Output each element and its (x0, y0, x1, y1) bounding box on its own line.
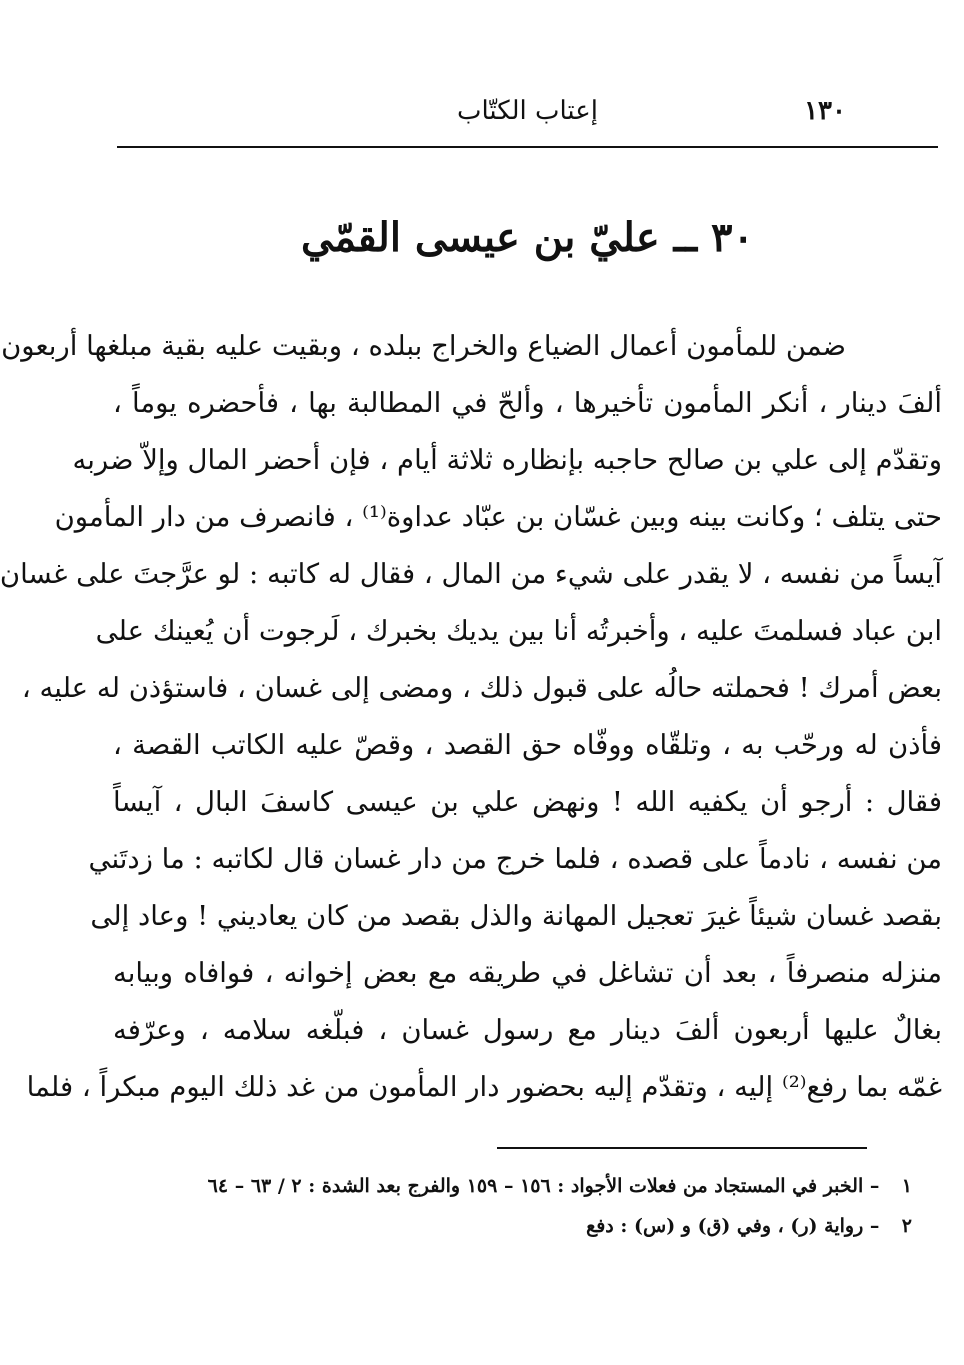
footnote-divider (497, 1147, 867, 1149)
footnote (113, 1206, 912, 1246)
page-number: ١٣٠ (804, 96, 846, 126)
footnote (113, 1166, 912, 1206)
body-line: غمّه بما رفع⁽²⁾ إليه ، وتقدّم إليه بحضور دار المأمون من غد ذلك اليوم مبكراً ، فلما (26, 1071, 942, 1103)
footnote-number: ١ (901, 1175, 912, 1197)
footnote-text: – رواية (ر) ، وفي (ق) و (س) : دفع (586, 1215, 880, 1237)
body-line: منزله منصرفاً ، بعد أن تشاغل في طريقه مع بعض إخوانه ، فوافاه وبيابه (113, 957, 942, 989)
body-line: حتى يتلف ؛ وكانت بينه وبين غسّان بن عبّاد عداوة⁽¹⁾ ، فانصرف من دار المأمون (54, 501, 942, 533)
body-line: ابن عباد فسلمتَ عليه ، وأخبرتُه أنا بين يديك بخبرك ، لَرجوت أن يُعينك على (95, 615, 942, 647)
footnotes (113, 1166, 912, 1246)
body-line: آيساً من نفسه ، لا يقدر على شيء من المال ، فقال له كاتبه : لو عرَّجتَ على غسان (0, 558, 942, 590)
body-line: من نفسه ، نادماً على قصده ، فلما خرج من دار غسان قال لكاتبه : ما زدتَني (88, 843, 942, 875)
body-line: بغالٌ عليها أربعون ألفَ دينار مع رسول غسان ، فبلّغه سلامه ، وعرّفه (113, 1014, 942, 1046)
body-line: بعض أمرك ! فحملته حالُه على قبول ذلك ، ومضى إلى غسان ، فاستؤذن له عليه ، (21, 672, 942, 704)
body-text (0, 318, 942, 1116)
body-line: بقصد غسان شيئاً غيرَ تعجيل المهانة والذل بقصد من كان يعاديني ! وعاد إلى (90, 900, 942, 932)
running-head (117, 92, 938, 136)
body-line: فقال : أرجو أن يكفيه الله ! ونهض علي بن عيسى كاسفَ البال ، آيساً (113, 786, 942, 818)
footnote-number: ٢ (901, 1215, 912, 1237)
body-line: ألفَ دينار ، أنكر المأمون تأخيرها ، وألحّ في المطالبة بها ، فأحضره يوماً ، (113, 387, 942, 419)
body-line: وتقدّم إلى علي بن صالح حاجبه بإنظاره ثلاثة أيام ، فإن أحضر المال وإلاّ ضربه (72, 444, 942, 476)
running-title: إعتاب الكتّاب (457, 96, 598, 126)
body-line: فأذن له ورحّب به ، وتلقّاه ووفّاه حق القصد ، وقصّ عليه الكاتب القصة ، (113, 729, 942, 761)
footnote-text: – الخبر في المستجاد من فعلات الأجواد : ١٥٦ – ١٥٩ والفرج بعد الشدة : ٢ / ٦٣ – ٦٤ (207, 1175, 880, 1197)
chapter-title: ٣٠ ــ عليّ بن عيسى القمّي (300, 214, 755, 261)
body-line: ضمن للمأمون أعمال الضياع والخراج ببلده ، وبقيت عليه بقية مبلغها أربعون (1, 330, 846, 362)
header-divider (117, 146, 938, 148)
